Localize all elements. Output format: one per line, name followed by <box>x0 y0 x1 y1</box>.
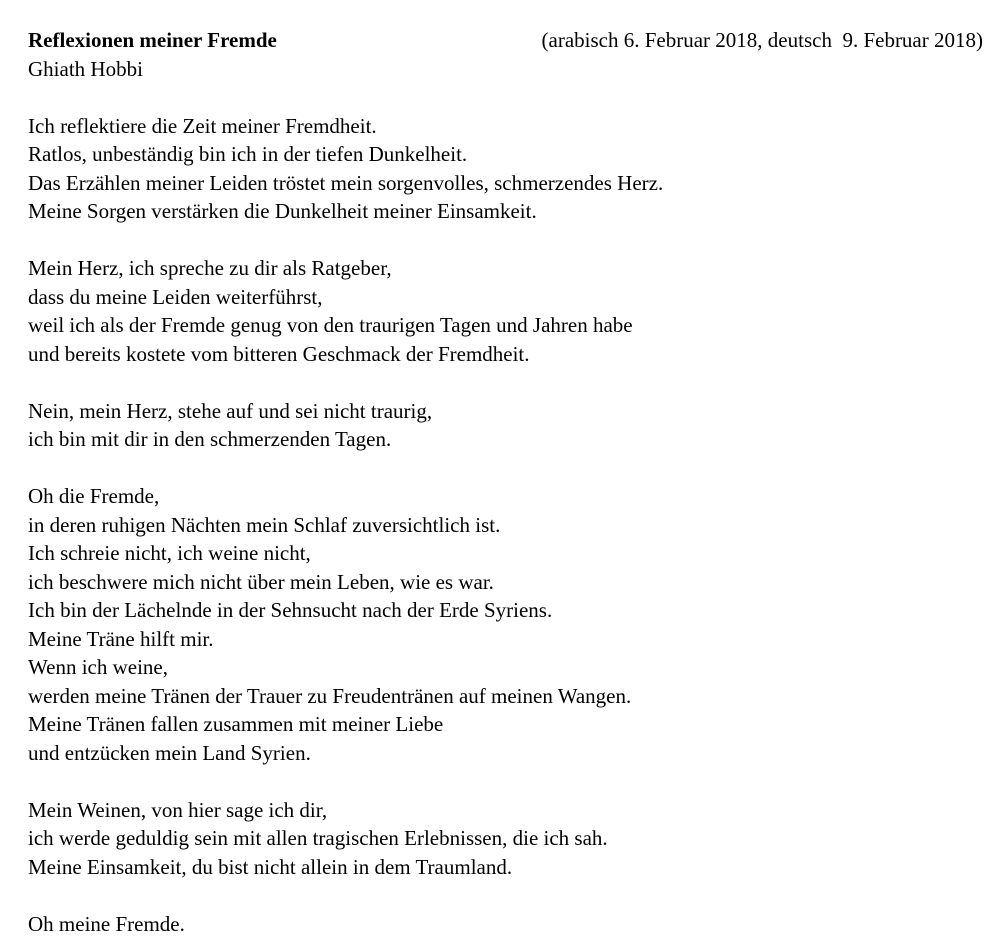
poem-line: Meine Einsamkeit, du bist nicht allein in dem Traumland. <box>28 854 513 879</box>
stanza <box>28 112 983 226</box>
poem-line: dass du meine Leiden weiterführst, <box>28 284 323 309</box>
poem-line: Mein Herz, ich spreche zu dir als Ratgeber, <box>28 256 392 280</box>
poem-line: ich bin mit dir in den schmerzenden Tagen. <box>28 427 392 451</box>
header-line <box>28 26 983 55</box>
poem-title: Reflexionen meiner Fremde <box>28 28 277 52</box>
poem-line: Das Erzählen meiner Leiden tröstet mein sorgenvolles, schmerzendes Herz. <box>28 170 664 195</box>
author-name: Ghiath Hobbi <box>28 56 143 81</box>
poem-line: und entzücken mein Land Syrien. <box>28 740 311 765</box>
poem-line: und bereits kostete vom bitteren Geschmack der Fremdheit. <box>28 341 530 366</box>
poem-line: ich beschwere mich nicht über mein Leben, wie es war. <box>28 569 494 594</box>
stanza <box>28 796 983 882</box>
poem-line: ich werde geduldig sein mit allen tragischen Erlebnissen, die ich sah. <box>28 826 608 850</box>
document-page <box>28 26 983 938</box>
poem-line: Meine Träne hilft mir. <box>28 626 214 651</box>
stanza <box>28 254 983 368</box>
stanza <box>28 397 983 454</box>
poem-line: Ich schreie nicht, ich weine nicht, <box>28 541 311 565</box>
poem-line: Mein Weinen, von hier sage ich dir, <box>28 797 328 822</box>
date-note: (arabisch 6. Februar 2018, deutsch 9. Februar 2018) <box>541 28 983 52</box>
poem-line: Nein, mein Herz, stehe auf und sei nicht traurig, <box>28 398 433 423</box>
poem-line: Meine Tränen fallen zusammen mit meiner Liebe <box>28 712 444 736</box>
poem-line: Ich bin der Lächelnde in der Sehnsucht nach der Erde Syriens. <box>28 598 553 622</box>
poem-line: Ich reflektiere die Zeit meiner Fremdheit. <box>28 113 377 138</box>
poem-line: weil ich als der Fremde genug von den traurigen Tagen und Jahren habe <box>28 313 633 337</box>
poem-line: werden meine Tränen der Trauer zu Freudentränen auf meinen Wangen. <box>28 683 632 708</box>
poem-line: in deren ruhigen Nächten mein Schlaf zuversichtlich ist. <box>28 512 501 537</box>
poem-line: Meine Sorgen verstärken die Dunkelheit meiner Einsamkeit. <box>28 199 537 223</box>
stanza <box>28 482 983 767</box>
poem-line: Oh die Fremde, <box>28 484 160 508</box>
poem-line: Oh meine Fremde. <box>28 911 185 936</box>
stanza <box>28 910 983 939</box>
poem-line: Ratlos, unbeständig bin ich in der tiefen Dunkelheit. <box>28 142 468 166</box>
poem-line: Wenn ich weine, <box>28 655 169 679</box>
